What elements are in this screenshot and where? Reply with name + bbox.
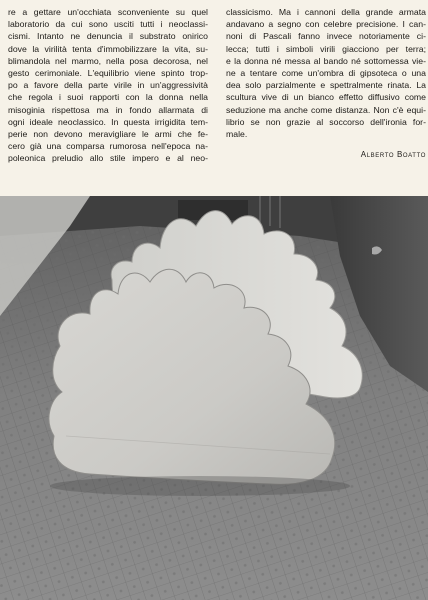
text-line: cismi. Intanto ne denuncia il substrato onirico	[8, 31, 208, 42]
text-line: misoginia rispettosa ma in fondo allarmata di	[8, 104, 208, 115]
text-line: dea solo parzialmente e spettralmente rinata. La	[226, 80, 426, 91]
text-line: ne a tentare come un'ombra di gipsoteca o una	[226, 68, 426, 79]
author-signature: Alberto Boatto	[360, 150, 426, 159]
text-line: dove la virilità tenta d'immobilizzare la vita, su-	[8, 43, 208, 54]
text-line: che regola i suoi rapporti con la donna nella	[8, 92, 208, 103]
text-line: andavano a segno con celebre precisione. I can-	[226, 19, 426, 30]
text-line: po a favore della parte virile in un'aggressività	[8, 80, 208, 91]
text-line: ogni ideale neoclassico. In questa irrigidita tem-	[8, 116, 208, 127]
text-column-right	[226, 6, 426, 140]
text-line: noni di Pascali fanno invece notoriamente ci-	[226, 31, 426, 42]
text-line: laboratorio da cui sono usciti tutti i neoclassi-	[8, 19, 208, 30]
text-line: perie non devono meravigliare le armi che fe-	[8, 129, 208, 140]
text-line: scultura vive di un bianco effetto diffusivo come	[226, 92, 426, 103]
text-line: classicismo. Ma i cannoni della grande armata	[226, 7, 426, 17]
text-line: cero già una comparsa rumorosa nell'epoca na-	[8, 141, 208, 152]
text-line: poleonica preludio allo stile impero e al neo-	[8, 153, 208, 164]
text-line: librio se non grazie al soccorso dell'ironia for-	[226, 116, 426, 127]
text-line: gesto cerimoniale. L'equilibrio viene spinto trop-	[8, 68, 208, 79]
text-line: blimandola nel marmo, nella posa decorosa, nel	[8, 55, 208, 66]
text-line: male.	[226, 129, 248, 140]
text-line: e la donna né messa al bando né sottomessa vie-	[226, 55, 426, 66]
text-line: seduzione ma anche come distanza. Non c'è equi-	[226, 104, 426, 115]
text-column-left	[8, 6, 208, 165]
text-line: re a gettare un'occhiata sconveniente su quel	[8, 7, 208, 17]
text-line: lecca; tutti i simboli virili giacciono per terra;	[226, 43, 426, 54]
sculpture-photo	[0, 196, 428, 600]
